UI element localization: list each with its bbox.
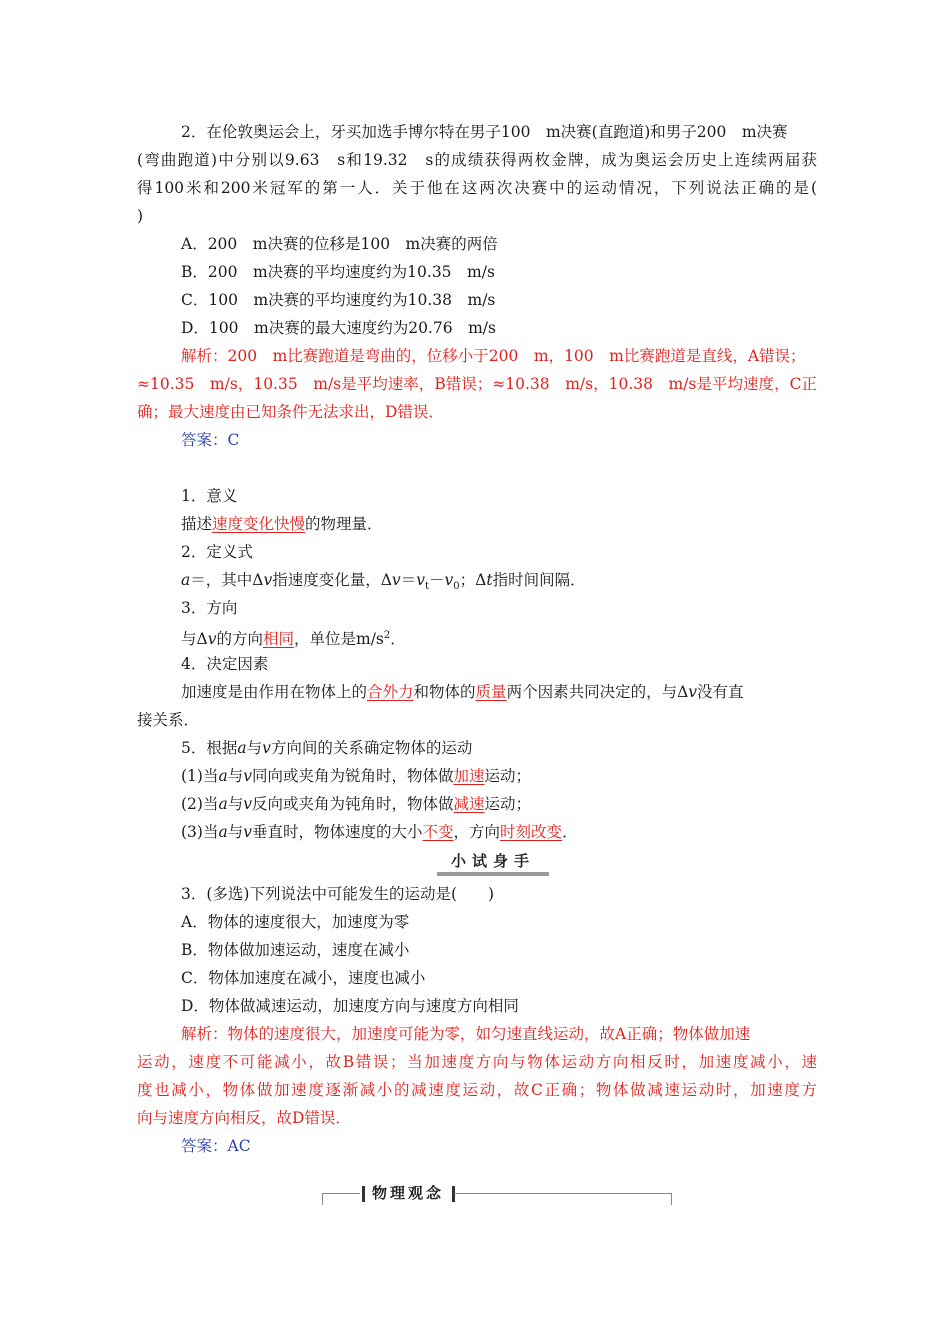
q2-option-d: D．100 m决赛的最大速度约为20.76 m/s	[181, 319, 496, 337]
q2-stem-line: )	[137, 207, 144, 225]
direction-line: 与Δv的方向相同，单位是$m/s^2$．	[181, 630, 406, 649]
q3-analysis-line: 度也减小，物体做加速度逐渐减小的减速度运动，故C正确；物体做减速运动时，加速度方	[137, 1081, 817, 1099]
section-title-relation: 5．根据a与v方向间的关系确定物体的运动	[181, 739, 473, 757]
fill-blank: 相同	[262, 630, 294, 649]
fill-blank: 质量	[475, 683, 507, 701]
q2-stem-line: 得100米和200米冠军的第一人．关于他在这两次决赛中的运动情况，下列说法正确的是(	[137, 179, 817, 197]
q2-analysis-line: 确；最大速度由已知条件无法求出，D错误．	[137, 403, 444, 421]
relation-item-1: (1)当a与v同向或夹角为锐角时，物体做加速运动；	[181, 767, 532, 785]
meaning-line: 描述速度变化快慢的物理量．	[181, 515, 383, 533]
factors-line-continued: 接关系．	[137, 711, 200, 729]
section-title-factors: 4．决定因素	[181, 655, 269, 673]
banner-rule-right	[454, 1193, 672, 1194]
q2-stem-line: 2．在伦敦奥运会上，牙买加选手博尔特在男子100 m决赛(直跑道)和男子200 m决赛	[181, 123, 788, 141]
section-title-meaning: 1．意义	[181, 487, 238, 505]
relation-item-3: (3)当a与v垂直时，物体速度的大小不变，方向时刻改变．	[181, 823, 578, 841]
fill-blank: 合外力	[367, 683, 414, 701]
section-title-definition: 2．定义式	[181, 543, 253, 561]
q3-analysis-line: 向与速度方向相反，故D错误．	[137, 1109, 351, 1127]
q3-option-b: B．物体做加速运动，速度在减小	[181, 941, 410, 959]
q2-option-a: A．200 m决赛的位移是100 m决赛的两倍	[181, 235, 498, 253]
fill-blank: 时刻改变	[500, 823, 563, 841]
q2-analysis-line: ≈10.35 m/s，10.35 m/s是平均速率，B错误；≈10.38 m/s，10.38 m/s是平均速度，C正	[137, 375, 817, 393]
fill-blank: 加速	[453, 767, 485, 785]
q2-option-b: B．200 m决赛的平均速度约为10.35 m/s	[181, 263, 495, 281]
q3-option-c: C．物体加速度在减小，速度也减小	[181, 969, 426, 987]
section-banner-try	[437, 848, 549, 876]
q2-analysis-line: 解析：200 m比赛跑道是弯曲的，位移小于200 m，100 m比赛跑道是直线，A错误；	[181, 347, 806, 365]
banner-title: 小试身手	[450, 852, 535, 870]
q2-answer: 答案：C	[181, 431, 240, 449]
q3-option-d: D．物体做减速运动，加速度方向与速度方向相同	[181, 997, 519, 1015]
banner-underline	[437, 872, 549, 876]
q3-analysis-line: 解析：物体的速度很大，加速度可能为零，如匀速直线运动，故A正确；物体做加速	[181, 1025, 751, 1043]
fill-blank: 不变	[422, 823, 454, 841]
q3-analysis-line: 运动，速度不可能减小，故B错误；当加速度方向与物体运动方向相反时，加速度减小，速	[137, 1053, 817, 1071]
section-title-direction: 3．方向	[181, 599, 238, 617]
definition-formula-line: a＝，其中Δv指速度变化量，$\Delta v=v_t-v_0$；Δt指时间间隔．	[181, 571, 586, 593]
q2-option-c: C．100 m决赛的平均速度约为10.38 m/s	[181, 291, 496, 309]
relation-item-2: (2)当a与v反向或夹角为钝角时，物体做减速运动；	[181, 795, 532, 813]
q3-option-a: A．物体的速度很大，加速度为零	[181, 913, 410, 931]
banner-rule-left	[322, 1193, 360, 1194]
fill-blank: 减速	[453, 795, 485, 813]
banner-title: 物理观念	[371, 1184, 444, 1202]
section-banner-concept	[322, 1180, 674, 1206]
q2-stem-line: (弯曲跑道)中分别以9.63 s和19.32 s的成绩获得两枚金牌，成为奥运会历史上连续两届获	[137, 151, 817, 169]
factors-line: 加速度是由作用在物体上的合外力和物体的质量两个因素共同决定的，与Δv没有直	[181, 683, 744, 701]
fill-blank: 速度变化快慢	[212, 515, 306, 533]
q3-stem: 3．(多选)下列说法中可能发生的运动是( )	[181, 885, 495, 903]
q3-answer: 答案：AC	[181, 1137, 251, 1155]
